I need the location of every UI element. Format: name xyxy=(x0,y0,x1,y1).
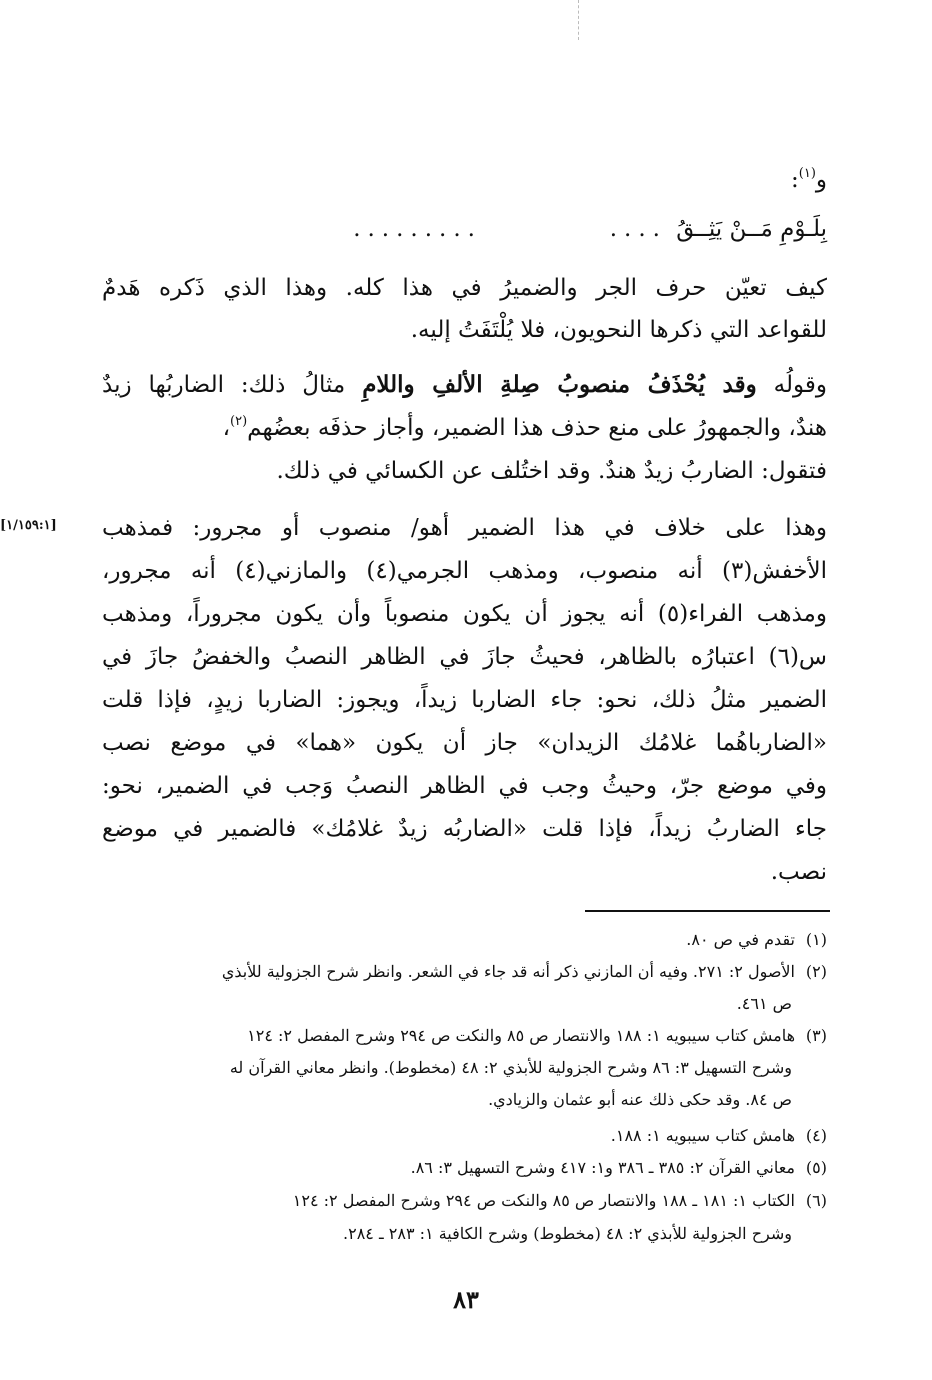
footnote-4 xyxy=(102,1120,827,1152)
p2-text-a: وقولُه xyxy=(756,372,827,398)
verse-ellipsis-long: ......... xyxy=(353,216,482,242)
paragraph-2-line-2 xyxy=(102,408,827,452)
footnote-2-cont: ص ٤٦١. xyxy=(736,994,792,1013)
paragraph-3-line-4: س(٦) اعتبارُه بالظاهر، فحيثُ جازَ في الظاهر النصبُ والخفضُ جازَ في xyxy=(102,644,827,670)
intro-word: و xyxy=(815,167,827,193)
paragraph-3-line-7: وفي موضع جرّ، وحيثُ وجب في الظاهر النصبُ وَجب في الضمير، نحو: xyxy=(102,773,827,799)
paragraph-2-line-1 xyxy=(102,365,827,405)
footnote-6-cont: وشرح الجزولية للأبذي ٢: ٤٨ (مخطوط) وشرح الكافية ١: ٢٨٣ ـ ٢٨٤. xyxy=(343,1224,792,1243)
footnote-number: (٦) xyxy=(805,1191,827,1210)
paragraph-3-line-1: وهذا على خلاف في هذا الضمير أهو/ منصوب أو مجرور: فمذهب xyxy=(102,515,827,541)
paragraph-3-line-2: الأخفش(٣) أنه منصوب، ومذهب الجرمي(٤) والمازني(٤) أنه مجرور، xyxy=(102,558,827,584)
footnote-text: الكتاب ١: ١٨١ ـ ١٨٨ والانتصار ص ٨٥ والنكت ص ٢٩٤ وشرح المفصل ٢: ١٢٤ xyxy=(292,1191,795,1210)
footnote-number: (١) xyxy=(805,930,827,949)
quoted-rule-bold: وقد يُحْذَفُ منصوبُ صِلةِ الألفِ واللامِ xyxy=(362,371,757,398)
paragraph-3-line-9: نصب. xyxy=(770,859,827,885)
footnote-number: (٤) xyxy=(805,1126,827,1145)
footnote-1 xyxy=(102,924,827,956)
footnote-separator xyxy=(585,910,830,912)
paragraph-2-line-3: فتقول: الضاربُ زيدٌ هندٌ. وقد اختُلف عن الكسائي في ذلك. xyxy=(276,458,827,484)
footnote-3-cont-2: ص ٨٤. وقد حكى ذلك عنه أبو عثمان والزيادي. xyxy=(488,1090,792,1109)
footnote-6 xyxy=(102,1185,827,1217)
footnote-5 xyxy=(102,1152,827,1184)
footnote-3-cont-1: وشرح التسهيل ٣: ٨٦ وشرح الجزولية للأبذي ٢: ٤٨ (مخطوط). وانظر معاني القرآن له xyxy=(229,1058,792,1077)
intro-line xyxy=(102,160,827,204)
paragraph-1-line-2: للقواعد التي ذكرها النحويون، فلا يُلْتَفَتُ إليه. xyxy=(410,317,827,343)
footnote-ref: (٢) xyxy=(230,414,248,429)
p2-line2-text: هندٌ، والجمهورُ على منع حذف هذا الضمير، وأجاز حذفَه بعضُهم xyxy=(247,415,827,441)
verse-words: بِلَـوْمِ مَــنْ يَثِــقُ xyxy=(676,216,827,242)
paragraph-3-line-3: ومذهب الفراء(٥) أنه يجوز أن يكون منصوباً وأن يكون مجروراً، ومذهب xyxy=(102,601,827,627)
paragraph-1-line-1: كيف تعيّن حرف الجر والضميرُ في هذا كله. وهذا الذي ذَكره هَدمٌ xyxy=(102,275,827,301)
verse-line xyxy=(102,216,827,256)
footnote-text: الأصول ٢: ٢٧١. وفيه أن المازني ذكر أنه قد جاء في الشعر. وانظر شرح الجزولية للأبذي xyxy=(221,962,795,981)
footnote-number: (٥) xyxy=(805,1158,827,1177)
p2-line2-end: ، xyxy=(222,415,231,441)
paragraph-3-line-6: «الضارباهُما غلامُك الزيدان» جاز أن يكون «هما» في موضع نصب xyxy=(102,730,827,756)
footnote-text: هامش كتاب سيبويه ١: ١٨٨. xyxy=(610,1126,795,1145)
verse-ellipsis-short: .... xyxy=(609,216,667,242)
footnote-ref: (١) xyxy=(798,166,816,181)
p2-text-b: مثالُ ذلك: الضاربُها زيدٌ xyxy=(102,372,363,398)
footnote-3 xyxy=(102,1020,827,1052)
footnote-text: هامش كتاب سيبويه ١: ١٨٨ والانتصار ص ٨٥ والنكت ص ٢٩٤ وشرح المفصل ٢: ١٢٤ xyxy=(247,1026,795,1045)
footnote-text: تقدم في ص ٨٠. xyxy=(686,930,795,949)
footnote-number: (٣) xyxy=(805,1026,827,1045)
footnote-text: معاني القرآن ٢: ٣٨٥ ـ ٣٨٦ و١: ٤١٧ وشرح التسهيل ٣: ٨٦. xyxy=(410,1158,795,1177)
paragraph-3-line-8: جاء الضاربُ زيداً، فإذا قلت «الضاربُه زيدٌ غلامُك» فالضمير في موضع xyxy=(102,816,827,842)
page-number: ٨٣ xyxy=(453,1285,479,1314)
footnote-2 xyxy=(102,956,827,988)
footnote-number: (٢) xyxy=(805,962,827,981)
intro-colon: : xyxy=(791,167,799,193)
manuscript-folio-ref: [١/١٥٩:١] xyxy=(0,518,57,533)
page-crease xyxy=(578,0,580,40)
paragraph-3-line-5: الضمير مثلُ ذلك، نحو: جاء الضاربا زيداً، ويجوز: الضاربا زيدٍ، فإذا قلت xyxy=(102,687,827,713)
